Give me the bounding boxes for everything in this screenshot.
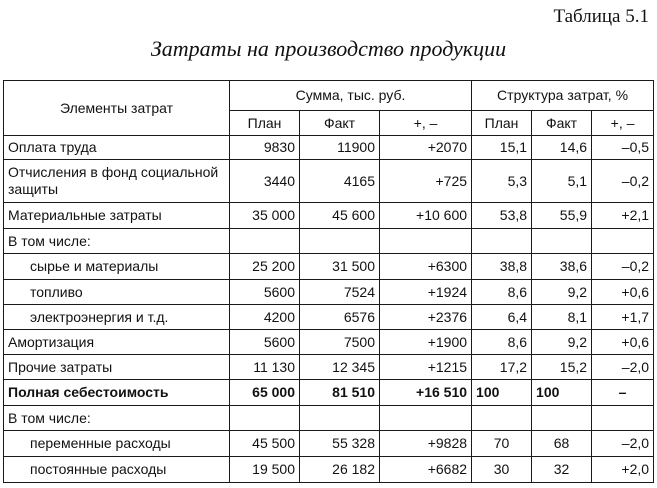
header-row-groups <box>4 81 654 111</box>
row-label: В том числе: <box>4 229 230 254</box>
table-row <box>4 355 654 380</box>
cell-sum-plan: 25 200 <box>230 254 300 280</box>
cell-sum-diff <box>380 229 472 254</box>
table-row <box>4 136 654 160</box>
cell-struct-fact: 9,2 <box>532 280 592 305</box>
row-label: сырье и материалы <box>4 254 230 280</box>
cell-struct-fact: 8,1 <box>532 305 592 330</box>
cell-struct-fact: 38,6 <box>532 254 592 280</box>
table-row <box>4 160 654 203</box>
cell-sum-plan: 35 000 <box>230 203 300 229</box>
cell-sum-plan: 19 500 <box>230 457 300 483</box>
table-row <box>4 457 654 483</box>
cell-struct-fact: 9,2 <box>532 330 592 355</box>
cell-struct-diff: +1,7 <box>592 305 654 330</box>
cell-sum-fact: 55 328 <box>300 431 380 457</box>
cell-sum-fact: 26 182 <box>300 457 380 483</box>
cell-sum-diff: +1924 <box>380 280 472 305</box>
cell-sum-plan <box>230 229 300 254</box>
cell-struct-plan: 8,6 <box>472 280 532 305</box>
cell-struct-diff: +0,6 <box>592 280 654 305</box>
cell-sum-diff: +1900 <box>380 330 472 355</box>
cell-sum-plan: 5600 <box>230 280 300 305</box>
cell-sum-plan: 3440 <box>230 160 300 203</box>
table-row <box>4 203 654 229</box>
cell-struct-diff: +2,0 <box>592 457 654 483</box>
cell-struct-fact: 55,9 <box>532 203 592 229</box>
header-struct-plan: План <box>472 111 532 136</box>
cell-struct-fact <box>532 406 592 431</box>
cell-sum-diff: +16 510 <box>380 380 472 406</box>
cell-sum-diff: +2376 <box>380 305 472 330</box>
cell-sum-fact: 7500 <box>300 330 380 355</box>
cell-sum-fact: 6576 <box>300 305 380 330</box>
row-label: Амортизация <box>4 330 230 355</box>
header-struct-fact: Факт <box>532 111 592 136</box>
cell-struct-diff <box>592 229 654 254</box>
cell-sum-diff: +1215 <box>380 355 472 380</box>
row-label: электроэнергия и т.д. <box>4 305 230 330</box>
table-row <box>4 431 654 457</box>
cell-sum-plan: 4200 <box>230 305 300 330</box>
row-label: топливо <box>4 280 230 305</box>
cell-struct-diff: –2,0 <box>592 355 654 380</box>
row-label: Оплата труда <box>4 136 230 160</box>
cell-sum-diff: +9828 <box>380 431 472 457</box>
cell-sum-plan <box>230 406 300 431</box>
header-sum-fact: Факт <box>300 111 380 136</box>
cell-sum-fact: 12 345 <box>300 355 380 380</box>
cell-sum-plan: 9830 <box>230 136 300 160</box>
row-label: Отчисления в фонд социальной защиты <box>4 160 230 203</box>
cell-struct-plan: 17,2 <box>472 355 532 380</box>
cell-struct-plan: 53,8 <box>472 203 532 229</box>
cell-sum-plan: 5600 <box>230 330 300 355</box>
cell-sum-fact: 7524 <box>300 280 380 305</box>
cell-struct-fact: 15,2 <box>532 355 592 380</box>
cell-sum-diff: +10 600 <box>380 203 472 229</box>
header-struct-diff: +, – <box>592 111 654 136</box>
table-row <box>4 330 654 355</box>
cell-struct-plan <box>472 406 532 431</box>
cell-struct-plan: 38,8 <box>472 254 532 280</box>
cell-sum-diff: +725 <box>380 160 472 203</box>
cell-sum-diff <box>380 406 472 431</box>
cell-struct-diff: +2,1 <box>592 203 654 229</box>
cell-struct-plan: 15,1 <box>472 136 532 160</box>
cell-sum-fact <box>300 229 380 254</box>
table-row <box>4 229 654 254</box>
cell-struct-plan: 30 <box>472 457 532 483</box>
table-row <box>4 305 654 330</box>
cell-struct-fact: 100 <box>532 380 592 406</box>
cell-sum-diff: +6682 <box>380 457 472 483</box>
cell-sum-fact: 45 600 <box>300 203 380 229</box>
cell-sum-fact: 11900 <box>300 136 380 160</box>
header-elements: Элементы затрат <box>4 81 230 136</box>
cost-table <box>3 80 654 483</box>
cell-struct-diff <box>592 406 654 431</box>
cell-sum-fact <box>300 406 380 431</box>
table-caption: Затраты на производство продукции <box>150 36 507 61</box>
cell-sum-fact: 4165 <box>300 160 380 203</box>
cell-sum-fact: 31 500 <box>300 254 380 280</box>
cell-struct-diff: –0,5 <box>592 136 654 160</box>
row-label: постоянные расходы <box>4 457 230 483</box>
row-label: Материальные затраты <box>4 203 230 229</box>
cell-sum-fact: 81 510 <box>300 380 380 406</box>
cell-struct-fact <box>532 229 592 254</box>
cell-struct-diff: – <box>592 380 654 406</box>
cell-struct-plan: 8,6 <box>472 330 532 355</box>
cell-struct-plan: 6,4 <box>472 305 532 330</box>
cell-struct-plan <box>472 229 532 254</box>
cell-struct-fact: 32 <box>532 457 592 483</box>
cell-sum-plan: 45 500 <box>230 431 300 457</box>
cell-sum-diff: +2070 <box>380 136 472 160</box>
table-row-total <box>4 380 654 406</box>
row-label: В том числе: <box>4 406 230 431</box>
table-number: Таблица 5.1 <box>553 6 649 27</box>
row-label: переменные расходы <box>4 431 230 457</box>
table-row <box>4 406 654 431</box>
table-row <box>4 254 654 280</box>
header-sum-diff: +, – <box>380 111 472 136</box>
cell-struct-fact: 5,1 <box>532 160 592 203</box>
cell-sum-plan: 65 000 <box>230 380 300 406</box>
cell-struct-fact: 14,6 <box>532 136 592 160</box>
header-sum-group: Сумма, тыс. руб. <box>230 81 472 111</box>
cell-struct-plan: 100 <box>472 380 532 406</box>
header-structure-group: Структура затрат, % <box>472 81 654 111</box>
cell-sum-diff: +6300 <box>380 254 472 280</box>
row-label: Полная себестоимость <box>4 380 230 406</box>
row-label: Прочие затраты <box>4 355 230 380</box>
cell-struct-plan: 70 <box>472 431 532 457</box>
cell-struct-diff: +0,6 <box>592 330 654 355</box>
cell-struct-diff: –0,2 <box>592 254 654 280</box>
table-row <box>4 280 654 305</box>
header-sum-plan: План <box>230 111 300 136</box>
cell-struct-diff: –0,2 <box>592 160 654 203</box>
cell-struct-fact: 68 <box>532 431 592 457</box>
cell-struct-diff: –2,0 <box>592 431 654 457</box>
cell-sum-plan: 11 130 <box>230 355 300 380</box>
cell-struct-plan: 5,3 <box>472 160 532 203</box>
